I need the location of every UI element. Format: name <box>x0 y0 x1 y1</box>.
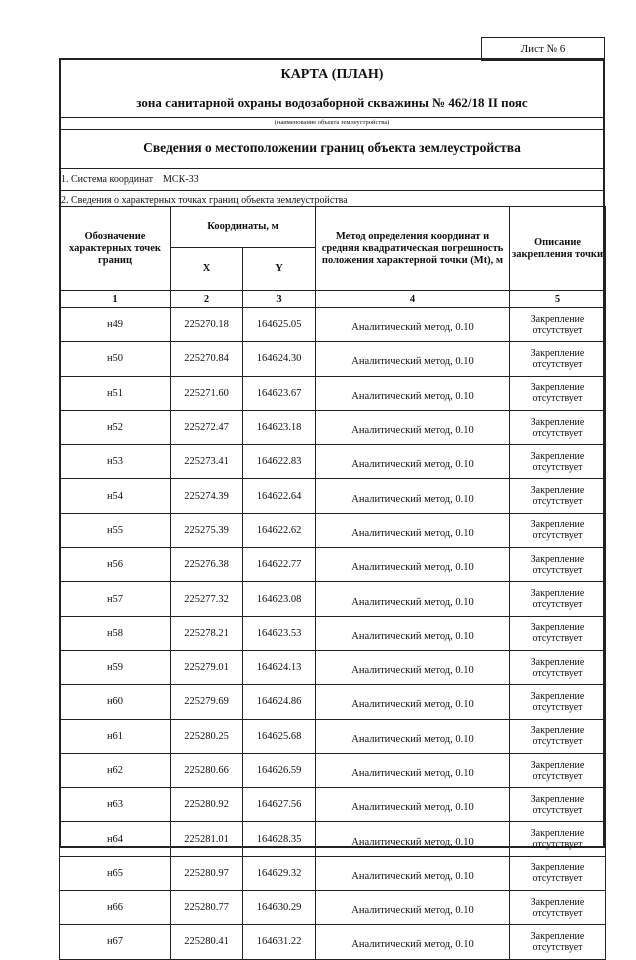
column-number: 4 <box>316 291 510 308</box>
coord-x: 225281.01 <box>171 822 243 856</box>
coord-x: 225280.92 <box>171 788 243 822</box>
point-id: н66 <box>60 891 171 925</box>
point-id: н49 <box>60 308 171 342</box>
table-row <box>60 856 606 890</box>
point-id: н65 <box>60 856 171 890</box>
table-row <box>60 445 606 479</box>
point-id: н59 <box>60 650 171 684</box>
coord-x: 225280.41 <box>171 925 243 959</box>
coordinate-system <box>61 174 209 185</box>
divider <box>59 168 605 169</box>
coord-y: 164623.18 <box>243 410 316 444</box>
fixation-description: Закрепление отсутствует <box>510 856 606 890</box>
header-y: Y <box>243 248 316 291</box>
divider <box>59 190 605 191</box>
table-row <box>60 342 606 376</box>
fixation-description: Закрепление отсутствует <box>510 788 606 822</box>
map-title: КАРТА (ПЛАН) <box>280 67 384 82</box>
fixation-description: Закрепление отсутствует <box>510 582 606 616</box>
table-row <box>60 925 606 959</box>
fixation-description: Закрепление отсутствует <box>510 479 606 513</box>
coord-y: 164623.08 <box>243 582 316 616</box>
coordinate-system-value: МСК-33 <box>163 174 199 185</box>
coord-y: 164629.32 <box>243 856 316 890</box>
header-coordinates: Координаты, м <box>171 207 316 248</box>
coord-x: 225276.38 <box>171 548 243 582</box>
method: Аналитический метод, 0.10 <box>316 719 510 753</box>
point-id: н61 <box>60 719 171 753</box>
point-id: н60 <box>60 685 171 719</box>
method: Аналитический метод, 0.10 <box>316 788 510 822</box>
coord-y: 164624.13 <box>243 650 316 684</box>
coord-y: 164628.35 <box>243 822 316 856</box>
method: Аналитический метод, 0.10 <box>316 342 510 376</box>
fixation-description: Закрепление отсутствует <box>510 616 606 650</box>
point-id: н55 <box>60 513 171 547</box>
coord-y: 164622.83 <box>243 445 316 479</box>
table-row <box>60 822 606 856</box>
coord-y: 164630.29 <box>243 891 316 925</box>
coord-y: 164622.64 <box>243 479 316 513</box>
section-title: Сведения о местоположении границ объекта землеустройства <box>143 140 521 155</box>
method: Аналитический метод, 0.10 <box>316 308 510 342</box>
divider <box>59 129 605 130</box>
coord-y: 164624.86 <box>243 685 316 719</box>
coord-x: 225279.01 <box>171 650 243 684</box>
coord-y: 164622.77 <box>243 548 316 582</box>
coord-x: 225272.47 <box>171 410 243 444</box>
method: Аналитический метод, 0.10 <box>316 376 510 410</box>
table-row <box>60 479 606 513</box>
column-number: 5 <box>510 291 606 308</box>
point-id: н56 <box>60 548 171 582</box>
coord-x: 225278.21 <box>171 616 243 650</box>
column-number: 1 <box>60 291 171 308</box>
coord-x: 225271.60 <box>171 376 243 410</box>
fixation-description: Закрепление отсутствует <box>510 410 606 444</box>
coordinate-system-label: 1. Система координат <box>61 174 154 185</box>
coord-x: 225280.25 <box>171 719 243 753</box>
table-row <box>60 788 606 822</box>
coord-x: 225280.97 <box>171 856 243 890</box>
method: Аналитический метод, 0.10 <box>316 616 510 650</box>
table-row <box>60 719 606 753</box>
point-id: н67 <box>60 925 171 959</box>
point-id: н52 <box>60 410 171 444</box>
coord-y: 164623.53 <box>243 616 316 650</box>
point-id: н63 <box>60 788 171 822</box>
coord-y: 164627.56 <box>243 788 316 822</box>
point-id: н50 <box>60 342 171 376</box>
table-row <box>60 753 606 787</box>
coord-y: 164625.68 <box>243 719 316 753</box>
fixation-description: Закрепление отсутствует <box>510 925 606 959</box>
table-row <box>60 376 606 410</box>
coord-y: 164626.59 <box>243 753 316 787</box>
coord-y: 164623.67 <box>243 376 316 410</box>
fixation-description: Закрепление отсутствует <box>510 342 606 376</box>
method: Аналитический метод, 0.10 <box>316 856 510 890</box>
coord-y: 164624.30 <box>243 342 316 376</box>
fixation-description: Закрепление отсутствует <box>510 822 606 856</box>
fixation-description: Закрепление отсутствует <box>510 513 606 547</box>
table-row <box>60 308 606 342</box>
point-id: н54 <box>60 479 171 513</box>
coord-x: 225273.41 <box>171 445 243 479</box>
coord-x: 225270.84 <box>171 342 243 376</box>
fixation-description: Закрепление отсутствует <box>510 891 606 925</box>
header-description: Описание закрепления точки <box>510 207 606 291</box>
method: Аналитический метод, 0.10 <box>316 925 510 959</box>
header-designation: Обозначение характерных точек границ <box>60 207 171 291</box>
coord-x: 225277.32 <box>171 582 243 616</box>
method: Аналитический метод, 0.10 <box>316 753 510 787</box>
method: Аналитический метод, 0.10 <box>316 479 510 513</box>
fixation-description: Закрепление отсутствует <box>510 685 606 719</box>
point-id: н58 <box>60 616 171 650</box>
header-x: X <box>171 248 243 291</box>
column-number: 3 <box>243 291 316 308</box>
point-id: н64 <box>60 822 171 856</box>
point-id: н51 <box>60 376 171 410</box>
fixation-description: Закрепление отсутствует <box>510 548 606 582</box>
table-row <box>60 582 606 616</box>
object-name: зона санитарной охраны водозаборной скважины № 462/18 II пояс <box>136 95 528 110</box>
point-id: н53 <box>60 445 171 479</box>
fixation-description: Закрепление отсутствует <box>510 650 606 684</box>
coord-x: 225280.77 <box>171 891 243 925</box>
sheet-number: Лист № 6 <box>481 37 605 61</box>
table-row <box>60 685 606 719</box>
fixation-description: Закрепление отсутствует <box>510 753 606 787</box>
coord-y: 164631.22 <box>243 925 316 959</box>
point-id: н57 <box>60 582 171 616</box>
coord-x: 225270.18 <box>171 308 243 342</box>
method: Аналитический метод, 0.10 <box>316 410 510 444</box>
coord-x: 225279.69 <box>171 685 243 719</box>
coord-y: 164622.62 <box>243 513 316 547</box>
table-row <box>60 410 606 444</box>
method: Аналитический метод, 0.10 <box>316 513 510 547</box>
table-row <box>60 891 606 925</box>
method: Аналитический метод, 0.10 <box>316 582 510 616</box>
table-row <box>60 548 606 582</box>
method: Аналитический метод, 0.10 <box>316 548 510 582</box>
object-name-caption: (наименование объекта землеустройства) <box>274 119 390 126</box>
table-row <box>60 513 606 547</box>
points-table <box>59 206 606 960</box>
method: Аналитический метод, 0.10 <box>316 891 510 925</box>
method: Аналитический метод, 0.10 <box>316 650 510 684</box>
fixation-description: Закрепление отсутствует <box>510 376 606 410</box>
method: Аналитический метод, 0.10 <box>316 685 510 719</box>
column-numbers-row <box>60 291 606 308</box>
table-row <box>60 616 606 650</box>
points-heading: 2. Сведения о характерных точках границ объекта землеустройства <box>61 195 348 206</box>
fixation-description: Закрепление отсутствует <box>510 308 606 342</box>
header-method: Метод определения координат и средняя квадратическая погрешность положения характерной точки (Mt), м <box>316 207 510 291</box>
coord-x: 225280.66 <box>171 753 243 787</box>
point-id: н62 <box>60 753 171 787</box>
coord-x: 225275.39 <box>171 513 243 547</box>
coord-y: 164625.05 <box>243 308 316 342</box>
table-row <box>60 650 606 684</box>
fixation-description: Закрепление отсутствует <box>510 445 606 479</box>
column-number: 2 <box>171 291 243 308</box>
method: Аналитический метод, 0.10 <box>316 445 510 479</box>
method: Аналитический метод, 0.10 <box>316 822 510 856</box>
coord-x: 225274.39 <box>171 479 243 513</box>
fixation-description: Закрепление отсутствует <box>510 719 606 753</box>
